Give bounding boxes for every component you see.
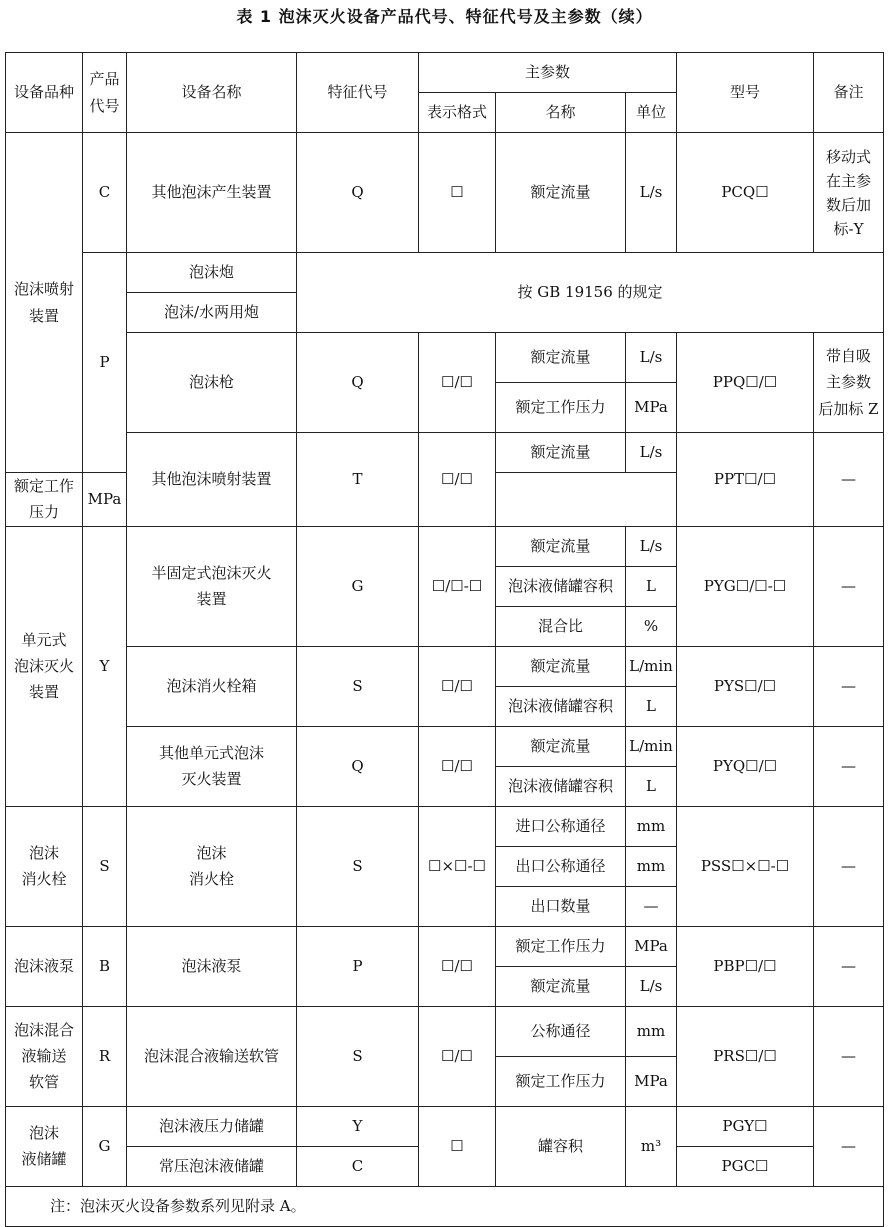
product-code-cell: B — [83, 926, 127, 1006]
remark-cell: — — [814, 926, 884, 1006]
remark-cell: — — [814, 806, 884, 926]
model-cell: PGC☐ — [677, 1146, 814, 1186]
param-name-cell: 出口公称通径 — [496, 846, 626, 886]
header-model: 型号 — [677, 53, 814, 133]
table-row — [6, 133, 884, 253]
unit-cell: L — [626, 766, 677, 806]
unit-cell: MPa — [83, 473, 127, 527]
format-cell: ☐ — [419, 133, 496, 253]
format-cell: ☐/☐ — [419, 646, 496, 726]
unit-cell: L — [626, 566, 677, 606]
unit-cell: mm — [626, 1006, 677, 1056]
header-feature-code: 特征代号 — [297, 53, 419, 133]
equip-name-cell: 泡沫 消火栓 — [127, 806, 297, 926]
product-code-cell: R — [83, 1006, 127, 1106]
table-row — [6, 333, 884, 383]
equip-name-cell: 泡沫炮 — [127, 253, 297, 293]
model-cell: PSS☐×☐-☐ — [677, 806, 814, 926]
equip-type-cell: 泡沫液泵 — [6, 926, 83, 1006]
footnote: 注：泡沫灭火设备参数系列见附录 A。 — [6, 1186, 884, 1226]
product-code-table — [5, 52, 884, 1227]
remark-cell: — — [814, 433, 884, 527]
model-cell: PPT☐/☐ — [677, 433, 814, 527]
unit-cell: mm — [626, 806, 677, 846]
param-name-cell: 额定流量 — [496, 526, 626, 566]
param-name-cell: 额定流量 — [496, 133, 626, 253]
feature-code-cell: T — [297, 433, 419, 527]
feature-code-cell: P — [297, 926, 419, 1006]
unit-cell: L — [626, 686, 677, 726]
unit-cell: MPa — [626, 1056, 677, 1106]
table-row — [6, 433, 884, 473]
feature-code-cell: Q — [297, 133, 419, 253]
remark-cell: 带自吸 主参数 后加标 Z — [814, 333, 884, 433]
param-name-cell: 出口数量 — [496, 886, 626, 926]
equip-name-cell: 泡沫液压力储罐 — [127, 1106, 297, 1146]
feature-code-cell: C — [297, 1146, 419, 1186]
header-equip-name: 设备名称 — [127, 53, 297, 133]
param-name-cell: 额定流量 — [496, 726, 626, 766]
model-cell: PGY☐ — [677, 1106, 814, 1146]
spanning-note-cell: 按 GB 19156 的规定 — [297, 253, 884, 333]
remark-cell: — — [814, 526, 884, 646]
equip-name-cell: 泡沫/水两用炮 — [127, 293, 297, 333]
remark-cell: — — [814, 1006, 884, 1106]
remark-cell: — — [814, 1106, 884, 1186]
format-cell: ☐×☐-☐ — [419, 806, 496, 926]
product-code-cell: C — [83, 133, 127, 253]
unit-cell: % — [626, 606, 677, 646]
model-cell: PRS☐/☐ — [677, 1006, 814, 1106]
param-name-cell: 额定工作压力 — [6, 473, 83, 527]
remark-cell: 移动式 在主参 数后加 标-Y — [814, 133, 884, 253]
param-name-cell: 额定流量 — [496, 646, 626, 686]
param-name-cell: 罐容积 — [496, 1106, 626, 1186]
table-row — [6, 1006, 884, 1056]
header-product-code: 产品 代号 — [83, 53, 127, 133]
format-cell: ☐/☐ — [419, 1006, 496, 1106]
unit-cell: L/s — [626, 333, 677, 383]
param-name-cell: 公称通径 — [496, 1006, 626, 1056]
format-cell: ☐/☐ — [419, 333, 496, 433]
equip-name-cell: 其他单元式泡沫 灭火装置 — [127, 726, 297, 806]
unit-cell: MPa — [626, 383, 677, 433]
feature-code-cell: S — [297, 646, 419, 726]
header-main-params: 主参数 — [419, 53, 677, 93]
table-title: 表 1 泡沫灭火设备产品代号、特征代号及主参数（续） — [236, 7, 653, 26]
product-code-cell: S — [83, 806, 127, 926]
equip-name-cell: 其他泡沫产生装置 — [127, 133, 297, 253]
table-row — [6, 726, 884, 766]
format-cell: ☐/☐ — [419, 926, 496, 1006]
table-row — [6, 806, 884, 846]
param-name-cell: 额定工作压力 — [496, 1056, 626, 1106]
equip-name-cell: 泡沫消火栓箱 — [127, 646, 297, 726]
param-name-cell: 混合比 — [496, 606, 626, 646]
header-param-name: 名称 — [496, 93, 626, 133]
format-cell: ☐/☐ — [419, 433, 496, 527]
remark-cell: — — [814, 726, 884, 806]
equip-type-cell: 泡沫喷射 装置 — [6, 133, 83, 473]
unit-cell: MPa — [626, 926, 677, 966]
unit-cell: L/s — [626, 966, 677, 1006]
table-row — [6, 646, 884, 686]
table-row — [6, 253, 884, 293]
table-row — [6, 926, 884, 966]
equip-type-cell: 泡沫混合 液输送 软管 — [6, 1006, 83, 1106]
unit-cell: L/min — [626, 726, 677, 766]
model-cell: PBP☐/☐ — [677, 926, 814, 1006]
table-row — [6, 526, 884, 566]
format-cell: ☐/☐-☐ — [419, 526, 496, 646]
param-name-cell: 额定流量 — [496, 966, 626, 1006]
model-cell: PPQ☐/☐ — [677, 333, 814, 433]
equip-name-cell: 半固定式泡沫灭火 装置 — [127, 526, 297, 646]
unit-cell: m³ — [626, 1106, 677, 1186]
header-display-format: 表示格式 — [419, 93, 496, 133]
table-row — [6, 1106, 884, 1146]
feature-code-cell: Y — [297, 1106, 419, 1146]
unit-cell: L/min — [626, 646, 677, 686]
param-name-cell: 泡沫液储罐容积 — [496, 566, 626, 606]
product-code-cell: P — [83, 253, 127, 473]
equip-name-cell: 其他泡沫喷射装置 — [127, 433, 297, 527]
unit-cell: L/s — [626, 433, 677, 473]
header-equip-type: 设备品种 — [6, 53, 83, 133]
feature-code-cell: Q — [297, 726, 419, 806]
remark-cell: — — [814, 646, 884, 726]
format-cell: ☐/☐ — [419, 726, 496, 806]
unit-cell: mm — [626, 846, 677, 886]
model-cell: PYQ☐/☐ — [677, 726, 814, 806]
unit-cell: — — [626, 886, 677, 926]
equip-type-cell: 泡沫 液储罐 — [6, 1106, 83, 1186]
param-name-cell: 额定流量 — [496, 433, 626, 473]
feature-code-cell: G — [297, 526, 419, 646]
param-name-cell: 额定工作压力 — [496, 926, 626, 966]
param-name-cell: 进口公称通径 — [496, 806, 626, 846]
param-name-cell: 泡沫液储罐容积 — [496, 686, 626, 726]
header-unit: 单位 — [626, 93, 677, 133]
equip-name-cell: 常压泡沫液储罐 — [127, 1146, 297, 1186]
equip-name-cell: 泡沫混合液输送软管 — [127, 1006, 297, 1106]
param-name-cell: 额定流量 — [496, 333, 626, 383]
feature-code-cell: S — [297, 806, 419, 926]
header-remark: 备注 — [814, 53, 884, 133]
equip-type-cell: 单元式 泡沫灭火 装置 — [6, 526, 83, 806]
product-code-cell: Y — [83, 526, 127, 806]
format-cell: ☐ — [419, 1106, 496, 1186]
model-cell: PYS☐/☐ — [677, 646, 814, 726]
product-code-cell: G — [83, 1106, 127, 1186]
unit-cell: L/s — [626, 133, 677, 253]
model-cell: PCQ☐ — [677, 133, 814, 253]
model-cell: PYG☐/☐-☐ — [677, 526, 814, 646]
equip-name-cell: 泡沫液泵 — [127, 926, 297, 1006]
param-name-cell: 额定工作压力 — [496, 383, 626, 433]
param-name-cell: 泡沫液储罐容积 — [496, 766, 626, 806]
table-row — [6, 1186, 884, 1226]
equip-type-cell: 泡沫 消火栓 — [6, 806, 83, 926]
equip-name-cell: 泡沫枪 — [127, 333, 297, 433]
unit-cell: L/s — [626, 526, 677, 566]
feature-code-cell: S — [297, 1006, 419, 1106]
feature-code-cell: Q — [297, 333, 419, 433]
